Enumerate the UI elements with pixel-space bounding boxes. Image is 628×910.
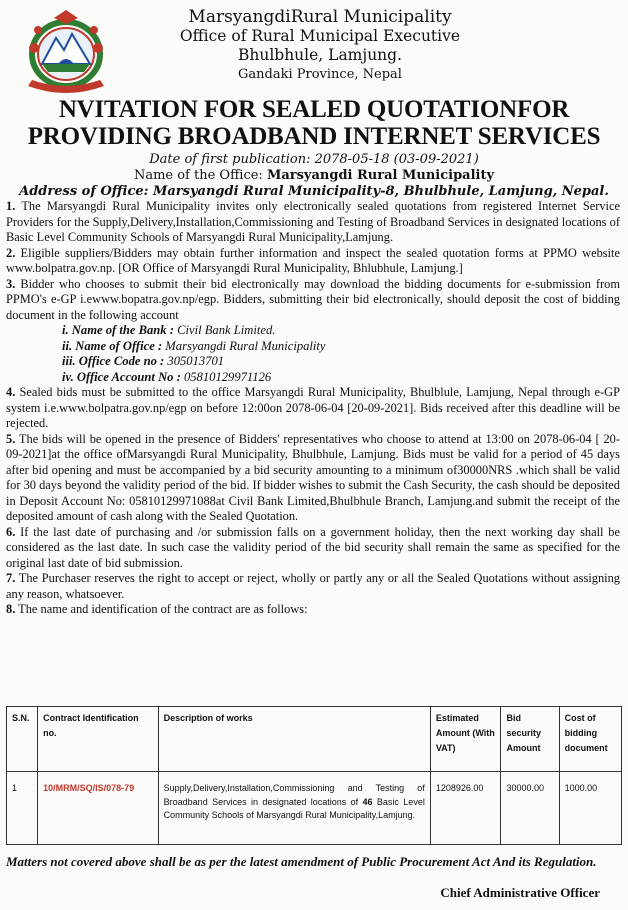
bank-name-value: Civil Bank Limited.	[177, 323, 276, 337]
bank-name-label: i. Name of the Bank :	[62, 323, 178, 337]
title-line-2: PROVIDING BROADBAND INTERNET SERVICES	[27, 123, 601, 150]
office-name: Office of Rural Municipal Executive	[179, 27, 461, 45]
clause-number: 5.	[6, 431, 16, 446]
school-count: 46	[362, 796, 373, 807]
description-text-end: Basic Level Community Schools of Marsyangdi Rural Municipality,Lamjung.	[163, 796, 425, 820]
account-office-label: ii. Name of Office :	[62, 338, 166, 353]
account-office-line	[62, 339, 620, 355]
municipality-name: MarsyangdiRural Municipality	[188, 7, 452, 27]
clause-text: The bids will be opened in the presence of Bidders' representatives who choose to attend at 13:00 on 2078-06-04 [ 20-09-2021]at the office ofMarsyangdi Rural Municipality, Bhulbhule, Lamjung. Bids must be valid for a period of 45 days after bid opening and must be accompanied by a bid security amounting to a minimum of30000NRS .which shall be valid for 30 days beyond the validity period of the bid. If bidder wishes to submit the Cash Security, the cash should be deposited in Deposit Account No: 05810129971088at Civil Bank Limited,Bhulbhule Branch, Lamjung.and submit the receipt of the deposited amount of cash along with the Sealed Quotation.	[6, 431, 620, 523]
header-description: Description of works	[158, 707, 430, 772]
clause-2	[6, 246, 620, 277]
clause-4	[6, 385, 620, 432]
office-code-line	[62, 354, 620, 370]
clause-number: 1.	[6, 199, 16, 213]
description-text: Supply,Delivery,Installation,Commissioning and Testing of Broadband Services in designated locations of	[163, 783, 425, 807]
clause-3	[6, 277, 620, 324]
table-header-row	[7, 707, 622, 772]
clause-5	[6, 432, 620, 525]
notice-title	[0, 96, 628, 150]
nepal-emblem-logo	[18, 8, 114, 96]
account-number-value: 05810129971126	[183, 369, 272, 384]
account-office-value: Marsyangdi Rural Municipality	[165, 338, 326, 353]
header-sn: S.N.	[7, 707, 38, 772]
header-estimated-amount: Estimated Amount (With VAT)	[430, 707, 501, 772]
clause-number: 2.	[6, 245, 16, 260]
clause-6	[6, 525, 620, 572]
account-number-line	[62, 370, 620, 386]
cell-contract-id: 10/MRM/SQ/IS/078-79	[38, 772, 159, 845]
clause-1	[6, 199, 620, 246]
clause-text: The name and identification of the contract are as follows:	[15, 602, 308, 616]
office-name-line	[0, 168, 628, 184]
clause-number: 3.	[6, 276, 16, 291]
clause-number: 6.	[6, 524, 16, 539]
bank-name-line	[62, 323, 620, 339]
clause-text: The Marsyangdi Rural Municipality invites only electronically sealed quotations from registered Internet Service Providers for the Supply,Delivery,Installation,Commissioning and Testing of Broadband Services in designated locations of Basic Level Community Schools of Marsyangdi Rural Municipality,Lamjung.	[6, 199, 620, 244]
clause-7	[6, 571, 620, 602]
header-bid-security: Bid security Amount	[501, 707, 559, 772]
account-number-label: iv. Office Account No :	[62, 369, 184, 384]
clause-text: Bidder who chooses to submit their bid electronically may download the bidding documents for e-submission from PPMO's e-GP i.ewww.bopatra.gov.np/egp. Bidders, submitting their bid electronically, should deposit the cost of bidding document in the following account	[6, 276, 620, 322]
notice-meta	[0, 152, 628, 200]
clause-8	[6, 602, 620, 618]
header-bidding-cost: Cost of bidding document	[559, 707, 621, 772]
cell-description	[158, 772, 430, 845]
header-contract-id: Contract Identification no.	[38, 707, 159, 772]
clause-number: 7.	[6, 571, 16, 585]
title-line-1: NVITATION FOR SEALED QUOTATIONFOR	[58, 96, 570, 123]
bank-account-details	[62, 323, 620, 385]
contract-table	[6, 706, 622, 845]
clause-text: If the last date of purchasing and /or submission falls on a government holiday, then the next working day shall be considered as the last date. In such case the validity period of the bid security shall remain the same as specified for the original last date of bid submission.	[6, 524, 620, 570]
office-name-value: Marsyangdi Rural Municipality	[266, 168, 495, 183]
clause-number: 4.	[6, 385, 16, 399]
office-code-value: 305013701	[167, 354, 225, 368]
notice-body	[6, 199, 620, 618]
cell-estimated-amount: 1208926.00	[430, 772, 501, 845]
cell-bidding-cost: 1000.00	[559, 772, 621, 845]
province-name: Gandaki Province, Nepal	[238, 67, 402, 82]
office-code-label: iii. Office Code no :	[62, 354, 168, 368]
letterhead	[120, 8, 520, 84]
office-location: Bhulbhule, Lamjung.	[237, 46, 403, 64]
office-address-text: Address of Office: Marsyangdi Rural Municipality-8, Bhulbhule, Lamjung, Nepal.	[19, 184, 609, 199]
closing-note: Matters not covered above shall be as per the latest amendment of Public Procurement Act And its Regulation.	[6, 854, 597, 869]
cell-bid-security: 30000.00	[501, 772, 559, 845]
cell-sn: 1	[7, 772, 38, 845]
clause-number: 8.	[6, 602, 16, 616]
signature-title: Chief Administrative Officer	[440, 885, 600, 900]
office-name-label: Name of the Office:	[133, 168, 267, 183]
clause-text: Eligible suppliers/Bidders may obtain further information and inspect the sealed quotation forms at PPMO website www.bolpatra.gov.np. [OR Office of Marsyangdi Rural Municipality, Bhlubhule, Lamjung.]	[6, 245, 620, 275]
clause-text: Sealed bids must be submitted to the office Marsyangdi Rural Municipality, Bhulblule, Lamjung, Nepal through e-GP system i.e.www.bolpatra.gov.np/egp on before 12:00on 2078-06-04 [20-09-2021]. Bids received after this deadline will be rejected.	[6, 385, 620, 430]
publication-date: Date of first publication: 2078-05-18 (03-09-2021)	[149, 152, 479, 167]
table-row	[7, 772, 622, 845]
clause-text: The Purchaser reserves the right to accept or reject, wholly or partly any or all the Sealed Quotations without assigning any reason, whatsoever.	[6, 571, 620, 601]
office-address	[0, 184, 628, 200]
